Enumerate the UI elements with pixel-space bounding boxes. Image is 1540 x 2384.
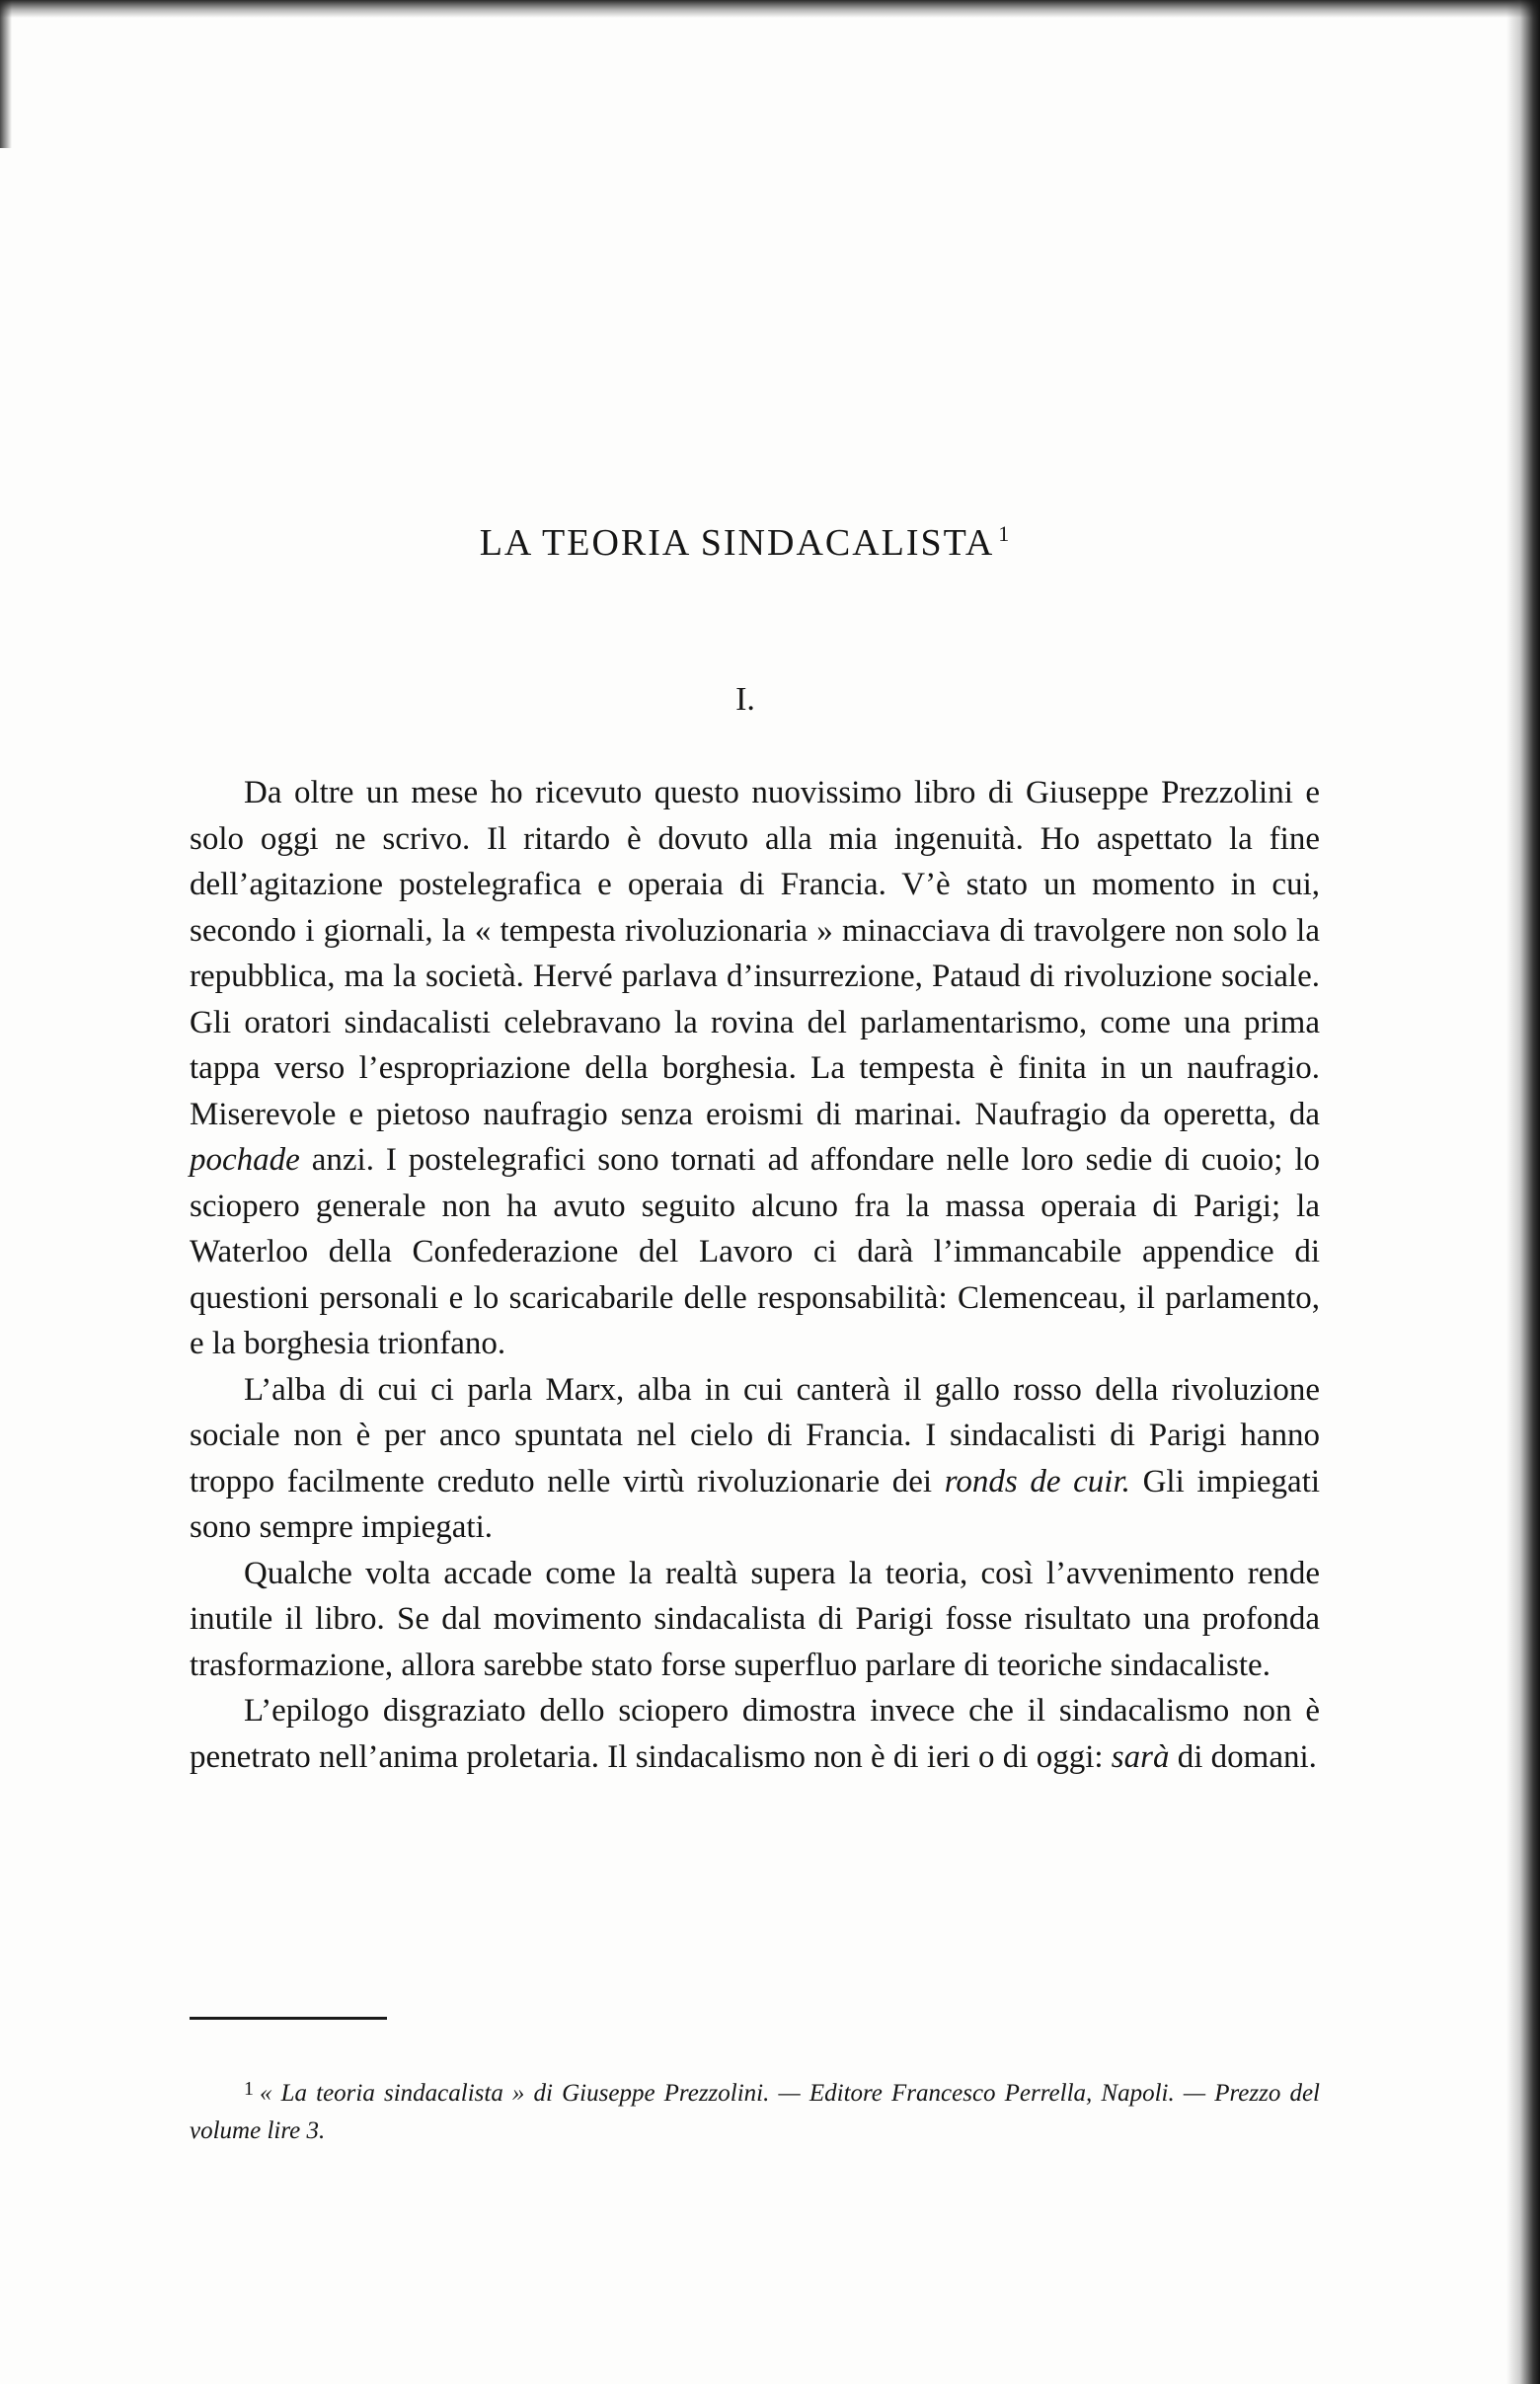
body-text: [190, 770, 1320, 1780]
footnote-divider: [190, 2017, 387, 2020]
paragraph-1-end: anzi. I postelegrafici sono tornati ad affondare nelle loro sedie di cuoio; lo sciopero generale non ha avuto seguito alcuno fra la massa operaia di Parigi; la Waterloo della Confederazione del Lavoro ci darà l’immancabile appendice di questioni personali e lo scaricabarile delle responsabilità: Clemenceau, il parlamento, e la borghesia trionfano.: [190, 1142, 1320, 1361]
scan-edge-left: [0, 0, 12, 148]
section-number: I.: [735, 681, 755, 718]
paragraph-4-text: L’epilogo disgraziato dello sciopero dimostra invece che il sindacalismo non è penetrato nell’anima proletaria. Il sindacalismo non è di ieri o di oggi:: [190, 1693, 1320, 1775]
title-footnote-ref[interactable]: 1: [998, 521, 1012, 546]
paragraph-3: Qualche volta accade come la realtà supera la teoria, così l’avvenimento rende inutile il libro. Se dal movimento sindacalista di Parigi fosse risultato una profonda trasformazione, allora sarebbe stato forse superfluo parlare di teoriche sindacaliste.: [190, 1555, 1320, 1683]
paragraph-4-italic: sarà: [1111, 1738, 1170, 1775]
paragraph-1-text: Da oltre un mese ho ricevuto questo nuovissimo libro di Giuseppe Prezzolini e solo oggi ne scrivo. Il ritardo è dovuto alla mia ingenuità. Ho aspettato la fine dell’agitazione postelegrafica e operaia di Francia. V’è stato un momento in cui, secondo i giornali, la « tempesta rivoluzionaria » minacciava di travolgere non solo la repubblica, ma la società. Hervé parlava d’insurrezione, Pataud di rivoluzione sociale. Gli oratori sindacalisti celebravano la rovina del parlamentarismo, come una prima tappa verso l’espropriazione della borghesia. La tempesta è finita in un naufragio. Miserevole e pietoso naufragio senza eroismi di marinai. Naufragio da operetta, da: [190, 775, 1320, 1132]
scan-edge-top: [0, 0, 1540, 18]
paragraph-2-text: L’alba di cui ci parla Marx, alba in cui canterà il gallo rosso della rivoluzione sociale non è per anco spuntata nel cielo di Francia. I sindacalisti di Parigi hanno troppo facilmente creduto nelle virtù rivoluzionarie dei: [190, 1371, 1320, 1500]
chapter-title-text: LA TEORIA SINDACALISTA: [479, 522, 995, 564]
chapter-title: [0, 521, 1491, 565]
footnote: [190, 2070, 1320, 2150]
paragraph-2: [190, 1367, 1320, 1551]
scan-edge-right: [1506, 0, 1540, 2384]
paragraph-2-italic: ronds de cuir.: [944, 1463, 1130, 1500]
paragraph-1: [190, 770, 1320, 1367]
paragraph-4: [190, 1688, 1320, 1780]
footnote-text: « La teoria sindacalista » di Giuseppe Prezzolini. — Editore Francesco Perrella, Napoli. — Prezzo del volume lire 3.: [190, 2080, 1320, 2144]
paragraph-4-end: di domani.: [1177, 1738, 1317, 1775]
paragraph-2-end: Gli impiegati sono sempre impiegati.: [190, 1463, 1321, 1545]
paragraph-1-italic: pochade: [190, 1142, 300, 1178]
footnote-mark: 1: [244, 2078, 254, 2100]
